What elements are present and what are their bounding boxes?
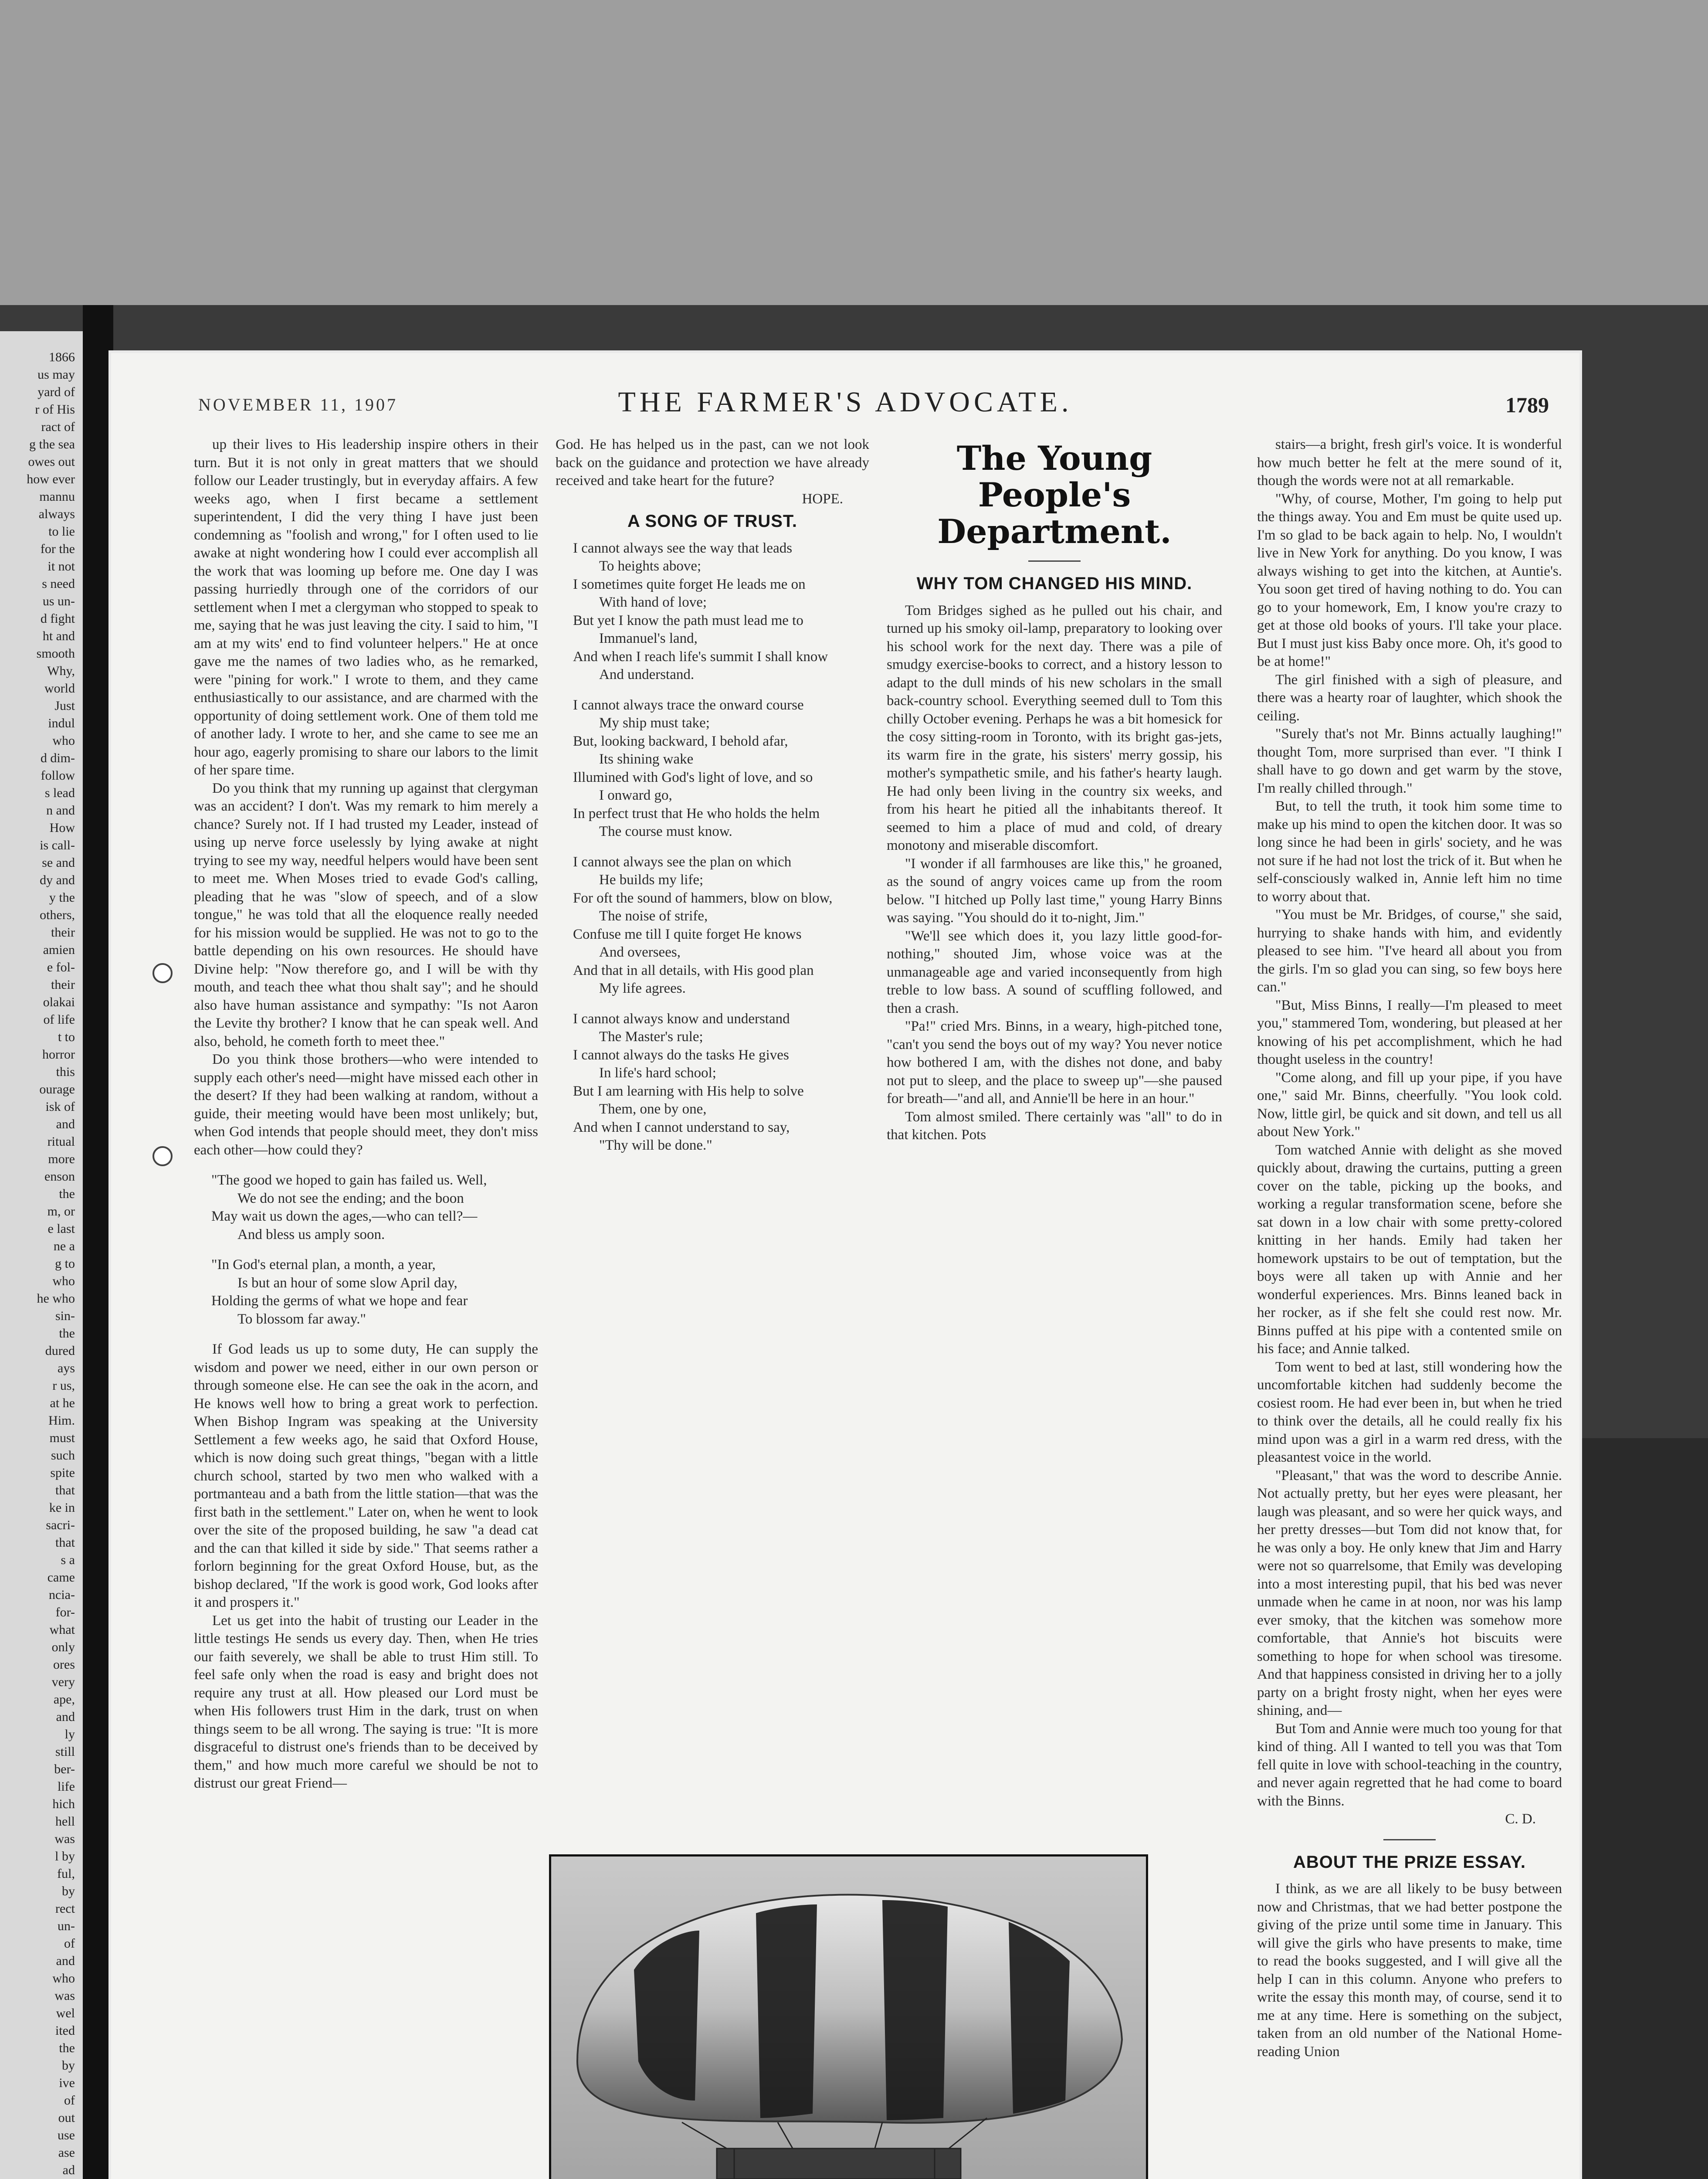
paragraph: Let us get into the habit of trusting our Leader in the little testings He sends us every day. Then, when He tries our faith severely, we shall be able to trust Him still. To feel safe only when the road is easy and bright does not require any trust at all. How pleased our Lord must be when His followers trust Him in the dark, trust on when things seem to be all wrong. The saying is true: "It is more disgraceful to distrust one's friends than to be deceived by them," and how much more careful we should be not to distrust our great Friend— — [194, 1612, 538, 1791]
strip-fragment: what — [49, 1622, 75, 1637]
strip-fragment: that — [55, 1535, 75, 1550]
strip-fragment: enson — [44, 1169, 75, 1184]
paragraph: "I wonder if all farmhouses are like this," he groaned, as the sound of angry voices came up from the room below. "I hitched up Polly last time," young Harry Binns was saying. "You should do it to-night, Jim." — [887, 855, 1222, 926]
paragraph: Do you think that my running up against that clergyman was an accident? I don't. Was my remark to him merely a chance? Surely not. If I had trusted my Leader, instead of using up nerve force uselessly by lying awake at night trying to see my way, needful helpers would have been sent to meet me. When Moses tried to evade God's calling, pleading that he was "slow of speech, and of a slow tongue," he was told that all the eloquence really needed for his mission would be supplied. He was not to go to the battle depending on his own resources. He should have Divine help: "Now therefore go, and I will be with thy mouth, and teach thee what thou shalt say"; and he should also have human assistance and sympathy: "Is not Aaron the Levite thy brother? I know that he can speak well. And also, behold, he cometh forth to meet thee." — [194, 780, 538, 1049]
verse-line: We do not see the ending; and the boon — [237, 1190, 464, 1206]
strip-fragment: ad — [62, 2163, 75, 2177]
paragraph: "Pa!" cried Mrs. Binns, in a weary, high-pitched tone, "can't you send the boys out of my way? You never notice how bothered I am, with the dishes not done, and baby not put to sleep, and the place to sweep up"—she paused for breath—"and all, and Annie'll be here in an hour." — [887, 1018, 1222, 1106]
strip-fragment: that — [55, 1483, 75, 1497]
story-title: WHY TOM CHANGED HIS MIND. — [916, 574, 1193, 593]
masthead — [111, 386, 1579, 425]
strip-fragment: isk of — [45, 1100, 75, 1114]
strip-fragment: others, — [40, 908, 75, 922]
strip-fragment: only — [51, 1640, 75, 1654]
verse-line: And when I cannot understand to say, — [573, 1119, 790, 1135]
strip-fragment: of — [64, 2093, 75, 2108]
strip-fragment: follow — [41, 768, 75, 783]
strip-fragment: always — [38, 507, 75, 521]
song-of-trust-poem — [556, 540, 869, 1155]
paragraph: Tom almost smiled. There certainly was "all" to do in that kitchen. Pots — [887, 1109, 1222, 1143]
verse-line: I onward go, — [599, 787, 672, 803]
verse-line: My life agrees. — [599, 981, 686, 996]
strip-fragment: must — [49, 1431, 75, 1445]
strip-fragment: us un- — [42, 594, 75, 608]
paragraph: up their lives to His leadership inspire others in their turn. But it is not only in great matters that we should follow our Leader trustingly, but in everyday affairs. A few weeks ago, when I first became a settlement superintendent, I did the very thing I have just been condemning as "foolish and wrong," for I often used to lie awake at night wondering how I could ever accomplish all the work that was looming up before me. One day I was passing hurriedly through one of the corridors of our settlement when I met a clergyman who stopped to speak to me, saying that he was just leaving the city. I said to him, "I am at my wits' end to find volunteer helpers." He at once gave me the names of two ladies who, as he remarked, were "pining for work." I wrote to them, and they came enthusiastically to our assistance, and are charmed with the opportunity of doing settlement work. One of them told me of another lady. I wrote to her, and she came to see me an hour ago, eagerly promising to share our labors to the limit of her spare time. — [194, 437, 538, 778]
strip-fragment: owes out — [28, 455, 75, 469]
strip-fragment: d dim- — [40, 751, 75, 765]
verse-line: The noise of strife, — [599, 908, 708, 924]
column-1-paragraphs — [194, 436, 538, 1159]
strip-fragment: their — [51, 977, 75, 992]
strip-fragment: sacri- — [46, 1518, 75, 1532]
book-binding — [83, 305, 113, 2179]
verse-line: May wait us down the ages,—who can tell?— — [211, 1208, 478, 1224]
strip-fragment: ive — [59, 2076, 75, 2090]
strip-fragment: m, or — [47, 1204, 75, 1218]
strip-fragment: d fight — [40, 611, 75, 626]
verse-line: And understand. — [599, 667, 695, 682]
paragraph: But, to tell the truth, it took him some time to make up his mind to open the kitchen door. It was so long since he had been in girls' society, and he was not sure if he had not lost the trick of it. But when he self-consciously walked in, Annie left him no time to worry about that. — [1257, 798, 1562, 905]
paragraph: Tom watched Annie with delight as she moved quickly about, drawing the curtains, putting a green cover on the table, picking up the books, and working a regular transformation scene, before she sat down in a low chair with some pretty-colored knitting in her hands. Emily had taken her homework upstairs to be out of temptation, but the boys were all taken up with Annie and her wonderful experiences. Mrs. Binns leaned back in her rocker, as if she felt she could rest now. Mr. Binns puffed at his pipe with a contented smile on his face; and Annie talked. — [1257, 1142, 1562, 1357]
strip-fragment: world — [44, 681, 75, 696]
strip-fragment: more — [48, 1152, 75, 1166]
strip-fragment: olakai — [43, 995, 75, 1009]
paragraph: But Tom and Annie were much too young for that kind of thing. All I wanted to tell you was that Tom fell quite in love with school-teaching in the country, and never again regretted that he had come to board with the Binns. — [1257, 1721, 1562, 1809]
paragraph: "We'll see which does it, you lazy little good-for-nothing," shouted Jim, whose voice was at the unmanageable age and varied inconsequently from high treble to low bass. A sound of scuffling followed, and then a crash. — [887, 928, 1222, 1016]
masthead-date: NOVEMBER 11, 1907 — [198, 395, 398, 414]
strip-fragment: at he — [50, 1396, 75, 1410]
strip-fragment: r of His — [35, 402, 75, 417]
strip-fragment: ritual — [47, 1134, 75, 1149]
strip-fragment: r us, — [52, 1378, 75, 1393]
verse-line: Illumined with God's light of love, and so — [573, 769, 813, 785]
strip-fragment: was — [54, 1832, 75, 1846]
strip-fragment: hell — [55, 1814, 75, 1829]
strip-fragment: How — [49, 821, 75, 835]
verse-line: Holding the germs of what we hope and fear — [211, 1293, 468, 1309]
column-2-intro: God. He has helped us in the past, can we not look back on the guidance and protection we have already received and take heart for the future? — [556, 437, 869, 489]
strip-fragment: who — [52, 1971, 75, 1986]
title-rule — [1028, 560, 1081, 562]
strip-fragment: of life — [43, 1012, 75, 1027]
verse-line: "Thy will be done." — [599, 1137, 712, 1153]
prize-essay-text: I think, as we are all likely to be busy between now and Christmas, that we had better postpone the giving of the prize until some time in January. This will give the girls who have presents to make, time to read the books suggested, and I will give all the help I can in this column. Anyone who prefers to write the essay this month may, of course, send it to me at any time. Here is something on the subject, taken from an old number of the National Home-reading Union — [1257, 1881, 1562, 2060]
verse-line: Confuse me till I quite forget He knows — [573, 926, 802, 942]
paragraph: "Why, of course, Mother, I'm going to help put the things away. You and Em must be quite used up. I'm so glad to be back again to help. No, I wouldn't live in New York for anything. Do you know, I was always wishing to get into the kitchen, at Auntie's. You soon get tired of having nothing to do. You can go to your homework, Em, I know you're crazy to get at those old books of yours. I'll take your place. But I must just kiss Baby once more. Oh, it's good to be at home!" — [1257, 491, 1562, 669]
strip-fragment: still — [55, 1745, 75, 1759]
strip-fragment: horror — [42, 1047, 75, 1062]
verse-line: And bless us amply soon. — [237, 1226, 385, 1242]
verse-line: I cannot always know and understand — [573, 1011, 790, 1027]
strip-fragment: e last — [47, 1222, 75, 1236]
verse-line: And when I reach life's summit I shall know — [573, 648, 828, 665]
strip-fragment: ores — [53, 1657, 75, 1672]
column-1 — [194, 436, 538, 1793]
strip-fragment: it not — [47, 559, 75, 574]
verse-line: In perfect trust that He who holds the helm — [573, 805, 820, 821]
strip-fragment: to lie — [48, 524, 75, 539]
story-signature: C. D. — [1505, 1811, 1536, 1827]
verse-line: And that in all details, with His good plan — [573, 962, 814, 978]
strip-fragment: g the sea — [29, 437, 75, 451]
strip-fragment: us may — [37, 367, 75, 382]
strip-fragment: l by — [55, 1849, 75, 1863]
story-continuation-paragraphs — [1257, 436, 1562, 1810]
strip-fragment: of — [64, 1936, 75, 1951]
paragraph: stairs—a bright, fresh girl's voice. It is wonderful how much better he felt at the mere sound of it, though the words were not at all remarkable. — [1257, 437, 1562, 489]
song-of-trust-title: A SONG OF TRUST. — [627, 512, 798, 531]
strip-fragment: who — [52, 733, 75, 748]
strip-fragment: ited — [55, 2023, 75, 2038]
story-paragraphs — [887, 602, 1222, 1144]
strip-fragment: the — [59, 1326, 75, 1341]
strip-fragment: Him. — [48, 1413, 75, 1428]
strip-fragment: and — [56, 1954, 75, 1968]
airship-photo — [549, 1854, 1148, 2179]
department-title: The Young People's Department. — [937, 439, 1172, 551]
verse-line: To blossom far away." — [237, 1311, 366, 1327]
paragraph: The girl finished with a sigh of pleasure, and there was a hearty roar of laughter, which shook the ceiling. — [1257, 672, 1562, 724]
strip-fragment: s need — [42, 577, 75, 591]
strip-fragment: dured — [45, 1344, 75, 1358]
strip-fragment: y the — [49, 890, 75, 905]
strip-fragment: ays — [58, 1361, 75, 1375]
verse-line: And oversees, — [599, 944, 681, 960]
strip-fragment: out — [58, 2111, 75, 2125]
strip-fragment: he who — [37, 1291, 75, 1306]
strip-fragment: very — [51, 1675, 75, 1689]
strip-fragment: by — [62, 2058, 75, 2073]
verse-line: In life's hard school; — [599, 1065, 716, 1081]
verse-line: "In God's eternal plan, a month, a year, — [211, 1257, 436, 1273]
strip-fragment: wel — [56, 2006, 75, 2020]
punch-hole — [152, 963, 173, 983]
strip-fragment: sin- — [55, 1309, 75, 1323]
strip-fragment: life — [58, 1779, 75, 1794]
strip-fragment: ne a — [53, 1239, 75, 1253]
strip-fragment: this — [56, 1065, 75, 1079]
strip-fragment: is call- — [40, 838, 75, 852]
adjacent-page-strip — [0, 331, 83, 2179]
paragraph: "Come along, and fill up your pipe, if you have one," said Mr. Binns, cheerfully. "You look cold. Now, little girl, be quick and sit down, and tell us all about New York." — [1257, 1069, 1562, 1140]
verse-line: But I am learning with His help to solve — [573, 1083, 804, 1099]
strip-fragment: use — [58, 2128, 75, 2142]
verse-line: Its shining wake — [599, 751, 694, 767]
strip-fragment: the — [59, 1187, 75, 1201]
strip-fragment: se and — [42, 855, 75, 870]
paragraph: Tom Bridges sighed as he pulled out his chair, and turned up his smoky oil-lamp, preparatory to looking over his school work for the next day. There was a pile of smudgy exercise-books to correct, and a history lesson to adapt to the dull minds of his new scholars in the small back-country school. Everything seemed dull to Tom this chilly October evening. Perhaps he was a bit homesick for the cosy sitting-room in Toronto, with its bright gas-jets, its warm fire in the grate, his sisters' merry gossip, his mother's sympathetic smile, and his father's hearty laugh. He had only been living in the country six weeks, and from his heart he pitied all the inhabitants thereof. It seemed to him a place of mud and cold, of dreary monotony and miserable discomfort. — [887, 602, 1222, 853]
column-1-poem — [194, 1171, 538, 1328]
strip-fragment: smooth — [36, 646, 75, 661]
paragraph: Tom went to bed at last, still wondering how the uncomfortable kitchen had suddenly become the cosiest room. He had ever been in, but when he tried to think over the details, all he could really fix his mind upon was a girl in a warm red dress, with the pleasantest voice in the world. — [1257, 1359, 1562, 1465]
strip-fragment: un- — [58, 1919, 75, 1933]
strip-fragment: spite — [50, 1466, 75, 1480]
verse-line: The course must know. — [599, 824, 732, 839]
column-3 — [887, 436, 1222, 1144]
verse-line: He builds my life; — [599, 872, 704, 888]
strip-fragment: ourage — [39, 1082, 75, 1096]
paragraph: If God leads us up to some duty, He can supply the wisdom and power we need, either in our own person or through someone else. He can see the oak in the acorn, and He knows well how to bring a great work to perfection. When Bishop Ingram was speaking at the University Settlement a few weeks ago, he said that Oxford House, which is now doing such great things, "began with a little church school, started by two men who walked with a portmanteau and a bath from the little station—that was the first bath in the settlement." Later on, when he went to look over the site of the proposed building, he saw "a dead cat and the can that killed it side by side." That seems rather a forlorn beginning for the great Oxford House, but, as the bishop declared, "If the work is good work, God looks after it and prospers it." — [194, 1341, 538, 1610]
strip-fragment: who — [52, 1274, 75, 1288]
strip-fragment: came — [47, 1570, 75, 1585]
verse-line: I sometimes quite forget He leads me on — [573, 576, 806, 592]
column-2-signature: HOPE. — [802, 491, 843, 507]
strip-fragment: amien — [43, 943, 75, 957]
paragraph: "You must be Mr. Bridges, of course," she said, hurrying to shake hands with him, and evidently pleased to see him. "I've heard all about you from the girls. I'm so glad you can sing, so few boys here can." — [1257, 907, 1562, 995]
verse-line: I cannot always do the tasks He gives — [573, 1047, 789, 1063]
verse-line: With hand of love; — [599, 594, 707, 610]
strip-fragment: rect — [55, 1901, 75, 1916]
strip-fragment: ase — [58, 2145, 75, 2160]
strip-fragment: e fol- — [47, 960, 75, 974]
strip-fragment: ber- — [54, 1762, 75, 1776]
prize-essay-title: ABOUT THE PRIZE ESSAY. — [1293, 1852, 1526, 1872]
strip-fragment: how ever — [27, 472, 75, 486]
strip-fragment: ful, — [57, 1867, 75, 1881]
strip-fragment: such — [51, 1448, 75, 1463]
section-rule — [1383, 1839, 1436, 1840]
strip-fragment: Just — [54, 699, 75, 713]
strip-fragment: hich — [52, 1797, 75, 1811]
verse-line: To heights above; — [599, 558, 702, 574]
verse-line: The Master's rule; — [599, 1029, 703, 1045]
newspaper-page — [111, 353, 1579, 2179]
verse-line: My ship must take; — [599, 715, 710, 731]
strip-fragment: dy and — [40, 873, 75, 887]
column-4 — [1257, 436, 1562, 2061]
strip-fragment: yard of — [37, 385, 75, 399]
airship-illustration — [551, 1857, 1146, 2179]
strip-fragment: the — [59, 2041, 75, 2055]
masthead-title: THE FARMER'S ADVOCATE. — [618, 386, 1073, 418]
scan-background-top — [0, 0, 1708, 305]
verse-line: I cannot always see the plan on which — [573, 854, 792, 870]
strip-fragment: ract of — [41, 420, 75, 434]
strip-fragment: and — [56, 1710, 75, 1724]
verse-line: I cannot always see the way that leads — [573, 540, 793, 556]
strip-fragment: ht and — [42, 629, 75, 643]
strip-fragment: indul — [48, 716, 75, 730]
paragraph: "Pleasant," that was the word to describe Annie. Not actually pretty, but her eyes were pleasant, her laugh was pleasant, and so were her quick ways, and her pretty dresses—but Tom did not know that, for he was only a boy. He only knew that Jim and Harry were not so quarrelsome, that Emily was developing into a most interesting pupil, that his bed was never unmade when he came in at noon, nor was his lamp ever smoky, that the kitchen was somehow more comfortable, that Annie's hot biscuits were something to hope for when school was tiresome. And that happiness consisted in driving her to a jolly party on a bright frosty night, when her eyes were shining, and— — [1257, 1467, 1562, 1718]
strip-fragment: for the — [40, 542, 75, 556]
strip-fragment: t to — [58, 1030, 75, 1044]
verse-line: I cannot always trace the onward course — [573, 697, 804, 713]
strip-fragment: ncia- — [49, 1588, 75, 1602]
verse-line: But, looking backward, I behold afar, — [573, 733, 788, 749]
verse-line: Them, one by one, — [599, 1101, 707, 1117]
column-1-paragraphs-after — [194, 1341, 538, 1793]
strip-fragment: ke in — [49, 1500, 75, 1515]
page-number: 1789 — [1505, 393, 1549, 417]
strip-fragment: for- — [55, 1605, 75, 1619]
strip-fragment: ape, — [53, 1692, 75, 1707]
strip-fragment: their — [51, 925, 75, 940]
column-2 — [556, 436, 869, 1155]
strip-fragment: ly — [64, 1727, 75, 1741]
strip-fragment: 1866 — [49, 350, 75, 364]
strip-fragment: s a — [61, 1553, 75, 1567]
strip-fragment: by — [62, 1884, 75, 1898]
verse-line: For oft the sound of hammers, blow on blow, — [573, 890, 833, 906]
strip-fragment: Why, — [47, 664, 75, 678]
paragraph: "Surely that's not Mr. Binns actually laughing!" thought Tom, more surprised than ever. "I think I shall have to go down and get warm by the stove, I'm really chilled through." — [1257, 726, 1562, 796]
verse-line: Is but an hour of some slow April day, — [237, 1275, 458, 1291]
strip-fragment: g to — [55, 1256, 75, 1271]
strip-fragment: was — [54, 1989, 75, 2003]
strip-fragment: mannu — [39, 489, 75, 504]
verse-line: But yet I know the path must lead me to — [573, 612, 803, 628]
verse-line: "The good we hoped to gain has failed us. Well, — [211, 1172, 487, 1188]
strip-fragment: n and — [46, 803, 75, 818]
strip-fragment: and — [56, 1117, 75, 1131]
paragraph: Do you think those brothers—who were intended to supply each other's need—might have missed each other in the desert? If they had been walking at random, without a guide, their meeting would have been most unlikely; but, when God intends that people should meet, they don't miss each other—how could they? — [194, 1052, 538, 1158]
paragraph: "But, Miss Binns, I really—I'm pleased to meet you," stammered Tom, wondering, but pleased at her knowing of his pet accomplishment, which he had thought useless in the country! — [1257, 997, 1562, 1067]
strip-fragment: s lead — [44, 786, 75, 800]
verse-line: Immanuel's land, — [599, 631, 698, 646]
punch-hole — [152, 1146, 173, 1166]
